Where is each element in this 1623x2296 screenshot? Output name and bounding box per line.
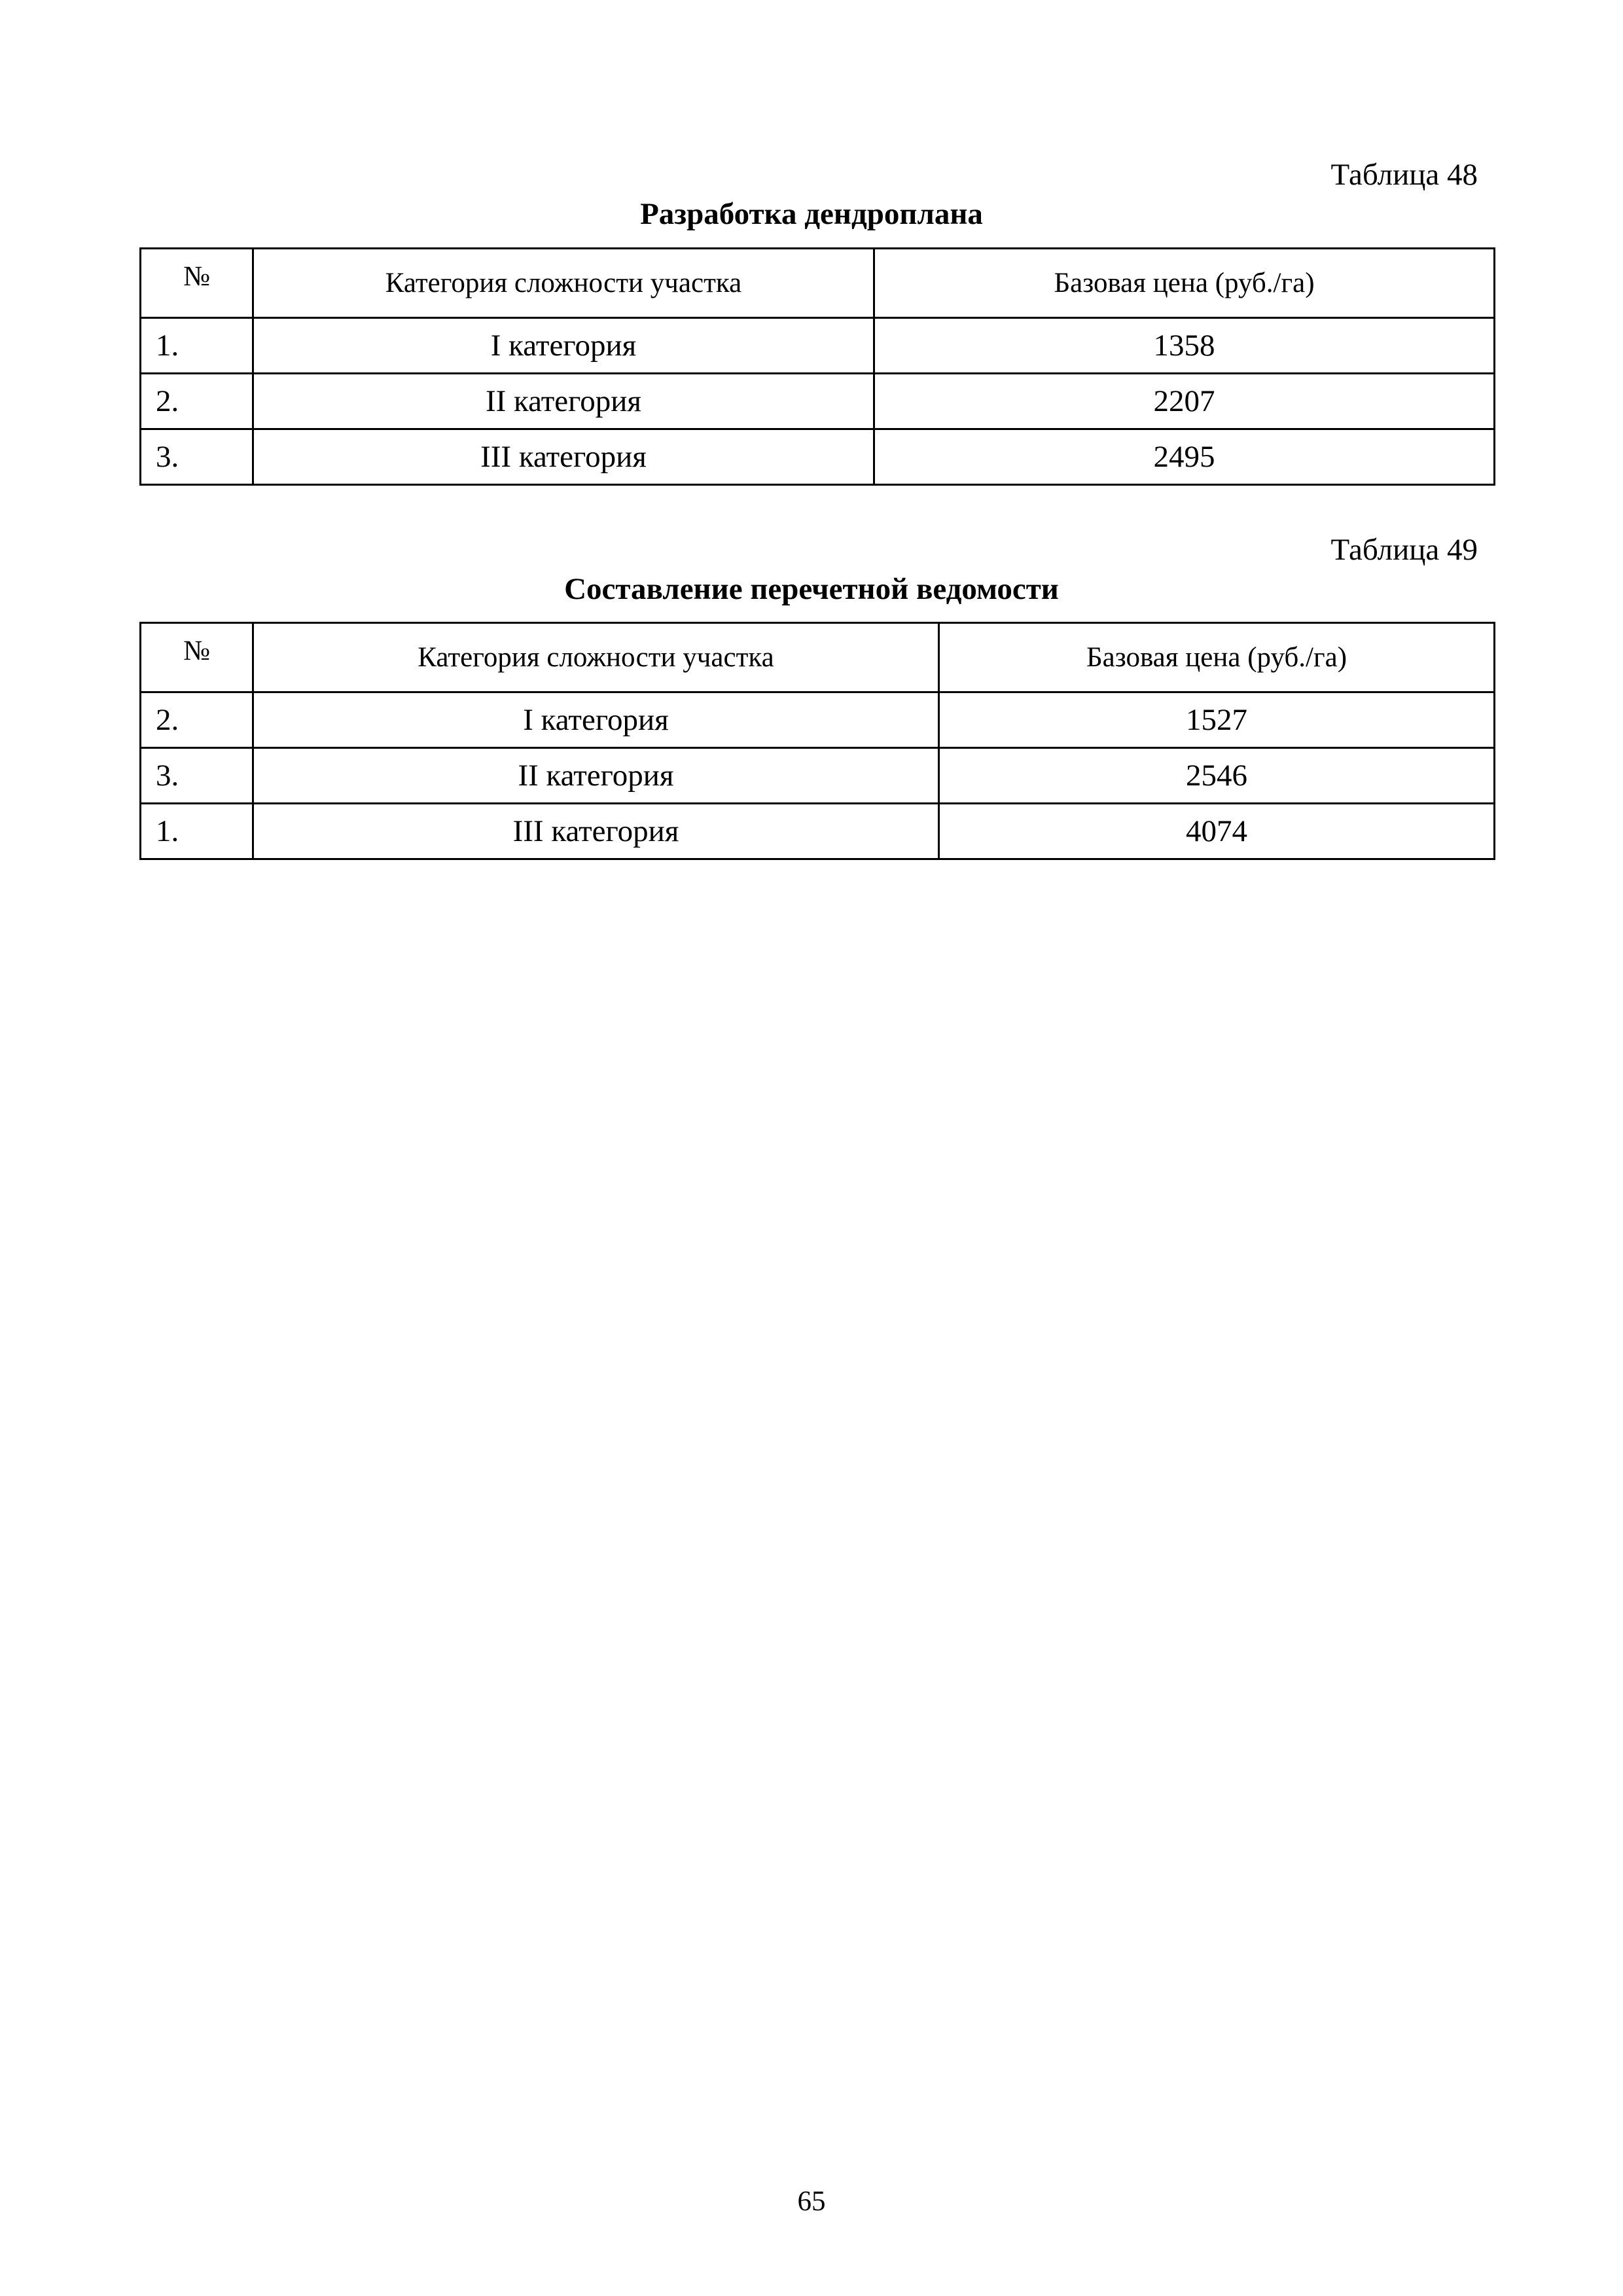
price-table bbox=[139, 622, 1495, 860]
table-header-row bbox=[141, 623, 1495, 692]
category-cell: II категория bbox=[253, 374, 874, 429]
price-cell: 2495 bbox=[874, 429, 1495, 485]
table-row bbox=[141, 804, 1495, 859]
table-number: Таблица 49 bbox=[1330, 533, 1478, 567]
table-row bbox=[141, 374, 1495, 429]
row-number-cell: 2. bbox=[141, 374, 253, 429]
column-header-category: Категория сложности участка bbox=[253, 623, 939, 692]
price-cell: 1358 bbox=[874, 318, 1495, 374]
table-number: Таблица 48 bbox=[1330, 158, 1478, 192]
category-cell: I категория bbox=[253, 692, 939, 748]
table-row bbox=[141, 748, 1495, 804]
category-cell: III категория bbox=[253, 429, 874, 485]
column-header-category: Категория сложности участка bbox=[253, 249, 874, 318]
table-header-row bbox=[141, 249, 1495, 318]
category-cell: II категория bbox=[253, 748, 939, 804]
table-row bbox=[141, 429, 1495, 485]
price-table bbox=[139, 247, 1495, 486]
column-header-number: № bbox=[141, 249, 253, 318]
row-number-cell: 3. bbox=[141, 429, 253, 485]
row-number-cell: 1. bbox=[141, 318, 253, 374]
price-cell: 2207 bbox=[874, 374, 1495, 429]
row-number-cell: 1. bbox=[141, 804, 253, 859]
price-cell: 1527 bbox=[939, 692, 1495, 748]
column-header-price: Базовая цена (руб./га) bbox=[939, 623, 1495, 692]
price-cell: 4074 bbox=[939, 804, 1495, 859]
table-title: Разработка дендроплана bbox=[640, 197, 983, 231]
column-header-number: № bbox=[141, 623, 253, 692]
column-header-price: Базовая цена (руб./га) bbox=[874, 249, 1495, 318]
page-number: 65 bbox=[797, 2186, 826, 2217]
row-number-cell: 3. bbox=[141, 748, 253, 804]
table-row bbox=[141, 318, 1495, 374]
table-row bbox=[141, 692, 1495, 748]
price-cell: 2546 bbox=[939, 748, 1495, 804]
row-number-cell: 2. bbox=[141, 692, 253, 748]
table-title: Составление перечетной ведомости bbox=[564, 572, 1059, 606]
category-cell: III категория bbox=[253, 804, 939, 859]
category-cell: I категория bbox=[253, 318, 874, 374]
